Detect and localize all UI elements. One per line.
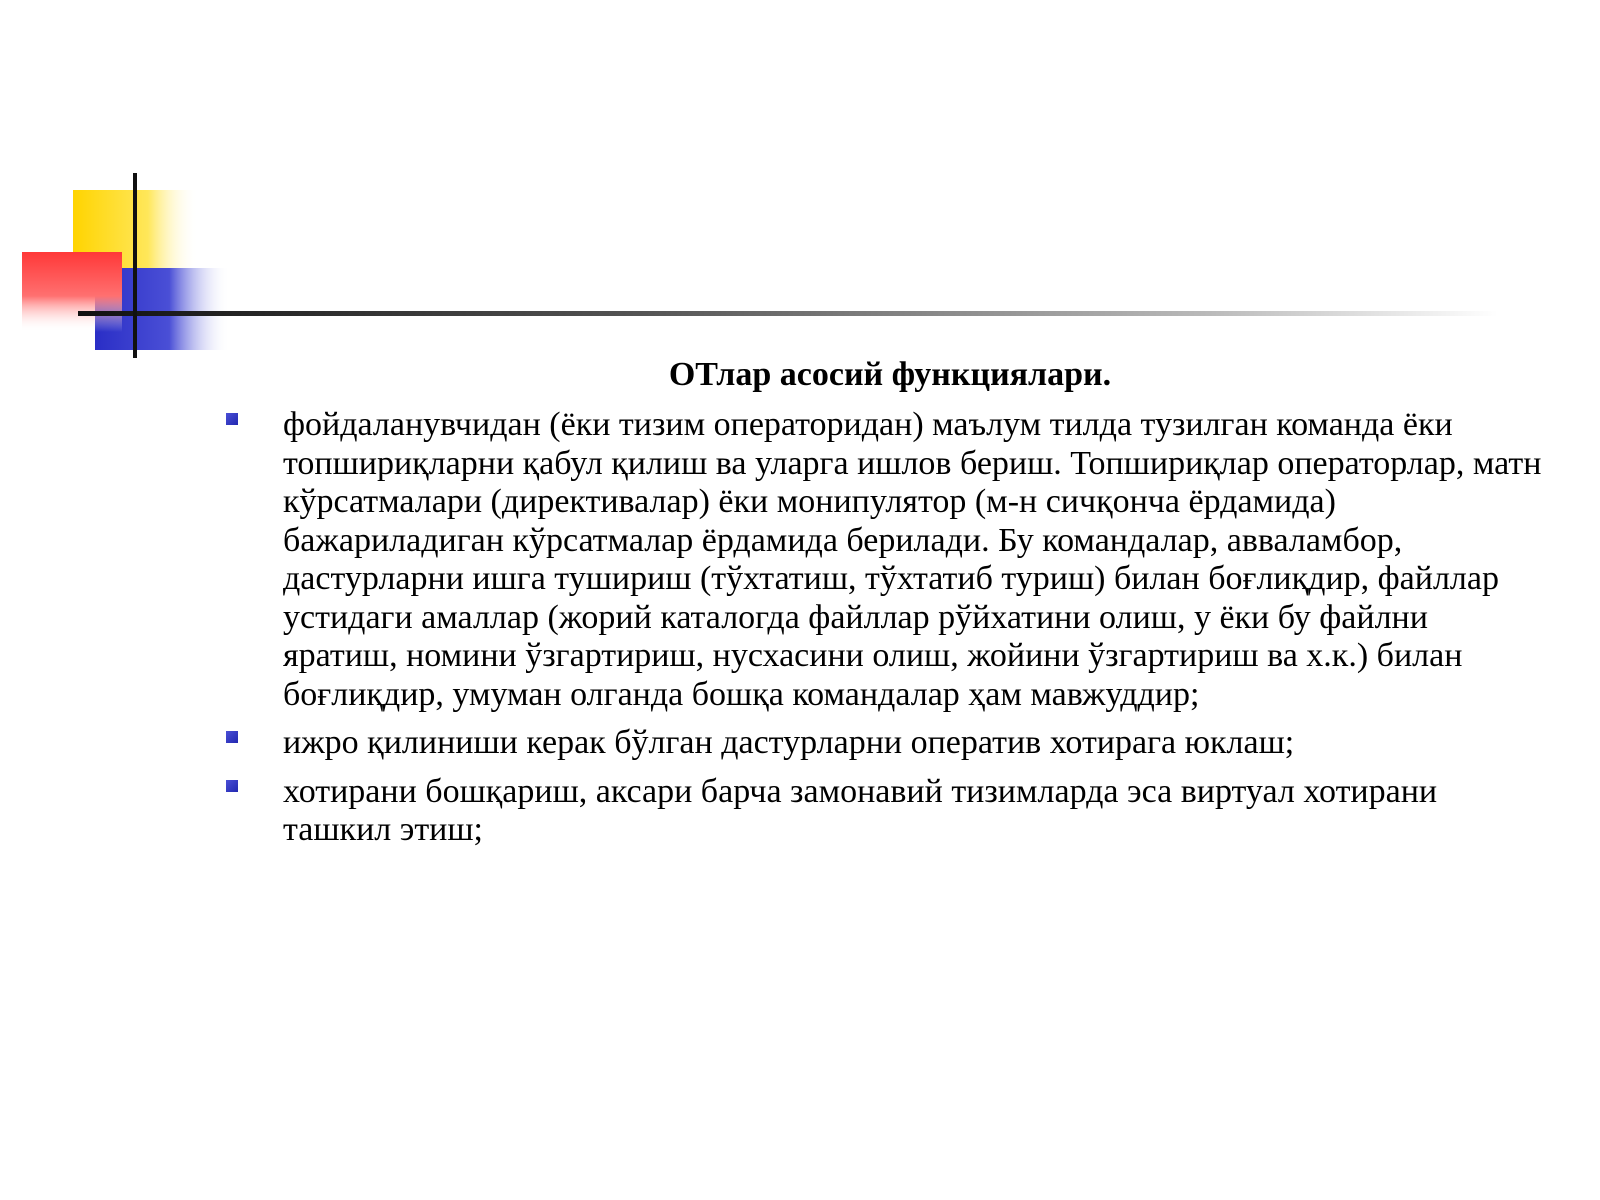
list-item	[226, 724, 1546, 763]
vertical-rule	[133, 173, 137, 358]
bullet-text: ижро қилиниши керак бўлган дастурларни оператив хотирага юклаш;	[283, 724, 1295, 761]
bullet-text: хотирани бошқариш, аксари барча замонавий тизимларда эса виртуал хотирани ташкил этиш;	[283, 772, 1438, 848]
bullet-list	[226, 406, 1546, 860]
red-block	[22, 252, 122, 332]
square-bullet-icon	[226, 731, 238, 743]
horizontal-rule	[78, 311, 1498, 316]
slide-title: ОТлар асосий функциялари.	[668, 356, 1112, 393]
bullet-text: фойдаланувчидан (ёки тизим операторидан) маълум тилда тузилган команда ёки топшириқларни қабул қилиш ва уларга ишлов бериш. Топшириқлар операторлар, матн кўрсатмалари (директивалар) ёки монипулятор (м-н сичқонча ёрдамида) бажариладиган кўрсатмалар ёрдамида берилади. Бу командалар, аввалaмбор, дастурларни ишга тушириш (тўхтатиш, тўхтатиб туриш) билан боғлиқдир, файллар устидаги амаллар (жорий каталогда файллар рўйхатини олиш, у ёки бу файлни яратиш, номини ўзгартириш, нусхасини олиш, жойини ўзгартириш ва х.к.) билан боғлиқдир, умуман олганда бошқа командалар ҳам мавжуддир;	[283, 406, 1542, 713]
square-bullet-icon	[226, 780, 238, 792]
slide-decoration	[0, 0, 1600, 400]
square-bullet-icon	[226, 413, 238, 425]
list-item	[226, 773, 1546, 850]
list-item	[226, 406, 1546, 714]
